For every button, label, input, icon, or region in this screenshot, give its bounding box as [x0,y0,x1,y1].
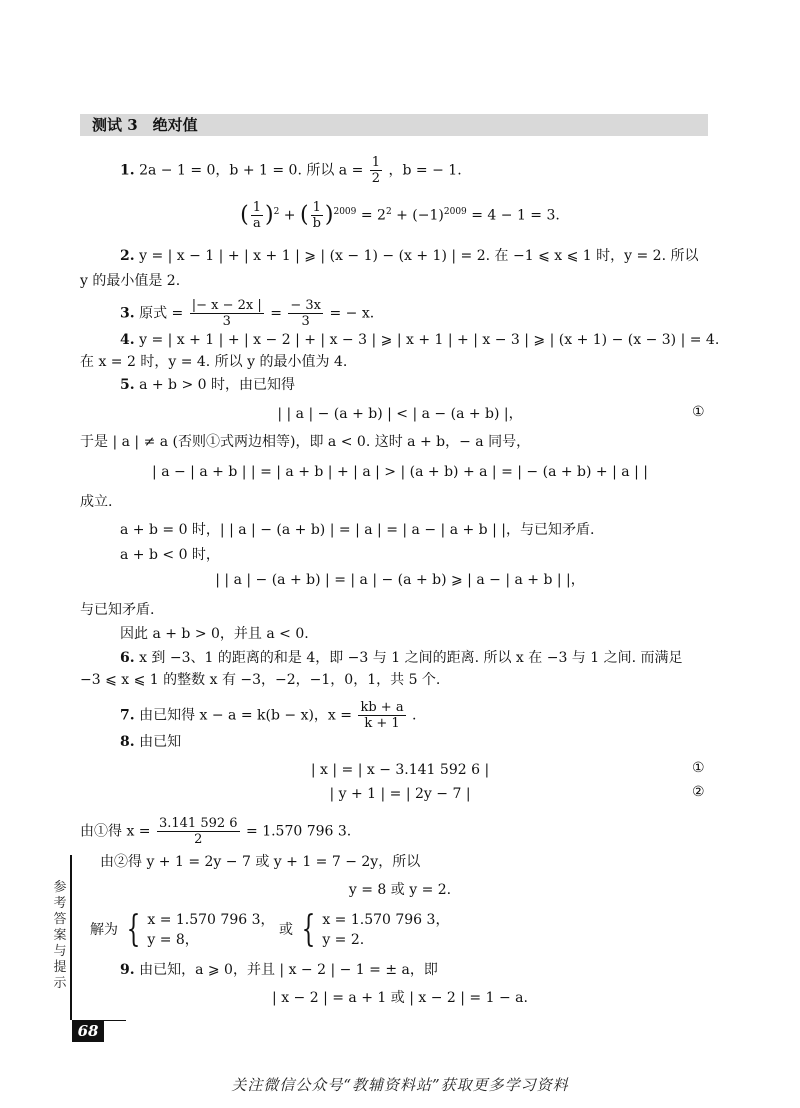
exponent: 2009 [333,206,357,217]
text: = [270,305,282,322]
case-group-1 [147,910,274,950]
text: 2a − 1 = 0，b + 1 = 0. 所以 a = [139,162,364,179]
answer-7 [120,700,416,731]
answer-8-solve-y: 由②得 y + 1 = 2y − 7 或 y + 1 = 7 − 2y，所以 [100,854,421,870]
item-number: 4. [120,332,135,348]
text: y = | x + 1 | + | x − 2 | + | x − 3 | ⩾ | x + 1 | + | x − 3 | ⩾ | (x + 1) − (x − 3) | = 4. [139,332,720,348]
case-line: y = 8， [147,932,199,948]
answer-1-formula: ( $\frac{1}{a}$ )$^2$ + ( $\frac{1}{b}$ )$^{2009} = 2^2 + (-1)^{2009} = 4 - 1 = 3$. [240,200,560,231]
sidebar-rule [70,855,72,1020]
text: = − x. [329,305,375,322]
text: = 2 [360,207,386,224]
text: ，b = − 1. [388,162,462,179]
fraction [358,700,405,731]
answer-5 [120,375,295,395]
answer-5-eq2: | a − | a + b | | = | a + b | + | a | > | (a + b) + a | = | − (a + b) + | a | | [152,464,648,480]
text: 或 [278,922,293,938]
numerator: 1 [311,200,323,216]
section-title: 测试 3 绝对值 [92,116,198,134]
answer-4-cont: 在 x = 2 时，y = 4. 所以 y 的最小值为 4. [80,354,348,370]
answer-8 [120,732,181,752]
exponent: 2 [273,206,280,217]
denominator: 3 [222,314,231,329]
footer-note: 关注微信公众号“教辅资料站”获取更多学习资料 [231,1076,569,1094]
exponent: 2009 [443,206,467,217]
text: x 到 −3、1 的距离的和是 4，即 −3 与 1 之间的距离. 所以 x 在 −3 与 1 之间. 而满足 [139,650,683,666]
fraction [190,298,264,329]
answer-8-eq2: | y + 1 | = | 2y − 7 | [329,786,471,802]
case-line: x = 1.570 796 3， [322,912,450,928]
case-line: y = 2. [322,932,365,948]
fraction [311,200,323,231]
page-number: 68 [77,1022,99,1040]
left-brace-icon: { [301,909,316,950]
answer-5-text: 于是 | a | ≠ a (否则①式两边相等)，即 a < 0. 这时 a + b，− a 同号， [80,434,531,450]
answer-2-cont: y 的最小值是 2. [80,273,181,289]
item-number: 7. [120,707,135,724]
answer-2 [120,246,698,266]
answer-5-eq1: | | a | − (a + b) | < | a − (a + b) |， [277,406,523,422]
answer-5-case-zero: a + b = 0 时，| | a | − (a + b) | = | a | = | a − | a + b | |，与已知矛盾. [120,522,595,538]
numerator: 1 [371,155,381,170]
answer-8-solutions [90,910,449,950]
fraction [157,816,240,847]
item-number: 9. [120,962,135,978]
fraction [370,155,382,186]
numerator: |− x − 2x | [191,298,262,313]
denominator: 2 [194,832,203,847]
text: a + b > 0 时，由已知得 [139,377,296,393]
text: + (−1) [396,207,444,224]
sidebar-label: 参考答案与提示 [53,880,67,991]
text: + [283,207,296,224]
answer-6-cont: −3 ⩽ x ⩽ 1 的整数 x 有 −3，−2，−1，0，1，共 5 个. [80,672,441,688]
text: 由已知，a ⩾ 0，并且 | x − 2 | − 1 = ± a，即 [139,962,438,978]
answer-5-conclusion: 因此 a + b > 0，并且 a < 0. [120,626,309,642]
answer-4 [120,330,719,350]
answer-8-y-values: y = 8 或 y = 2. [348,882,452,898]
fraction [288,298,323,329]
text: 原式 = [139,305,184,322]
item-number: 6. [120,650,135,666]
answer-5-case-neg: a + b < 0 时， [120,547,220,563]
left-brace-icon: { [127,909,141,950]
equation-marker-1: ① [692,404,705,420]
answer-9-eq: | x − 2 | = a + 1 或 | x − 2 | = 1 − a. [272,990,528,1006]
numerator: 1 [252,200,261,215]
denominator: b [312,216,321,231]
denominator: 2 [371,171,381,186]
fraction [251,200,263,231]
text: = 4 − 1 = 3. [471,207,560,224]
answer-1 [120,155,462,186]
text: 由①得 x = [80,823,151,840]
case-group-2 [322,910,449,950]
equation-marker-1: ① [692,760,705,776]
answer-5-text2: 成立. [80,494,113,510]
text: 解为 [90,922,118,938]
text: 由已知得 x − a = k(b − x)，x = [139,707,353,724]
answer-6 [120,648,683,668]
text: = 1.570 796 3. [246,823,352,840]
denominator: 3 [301,314,310,329]
answer-3 [120,298,374,329]
answer-8-solve-x [80,816,351,847]
answer-5-text3: 与已知矛盾. [80,602,155,618]
text: 由已知 [139,734,182,750]
exponent: 2 [385,206,392,217]
answer-5-eq3: | | a | − (a + b) | = | a | − (a + b) ⩾ | a − | a + b | |， [215,572,585,588]
numerator: − 3x [290,298,322,313]
text: y = | x − 1 | + | x + 1 | ⩾ | (x − 1) − (x + 1) | = 2. 在 −1 ⩽ x ⩽ 1 时，y = 2. 所以 [139,248,699,264]
item-number: 3. [120,305,135,322]
answer-9 [120,960,438,980]
text: . [412,707,417,724]
item-number: 2. [120,248,135,264]
case-line: x = 1.570 796 3， [147,912,275,928]
denominator: k + 1 [364,716,400,731]
answer-8-eq1: | x | = | x − 3.141 592 6 | [310,762,490,778]
item-number: 8. [120,734,135,750]
equation-marker-2: ② [692,784,705,800]
item-number: 1. [120,162,135,179]
item-number: 5. [120,377,135,393]
numerator: 3.141 592 6 [158,816,238,831]
numerator: kb + a [360,700,404,715]
denominator: a [252,216,261,231]
